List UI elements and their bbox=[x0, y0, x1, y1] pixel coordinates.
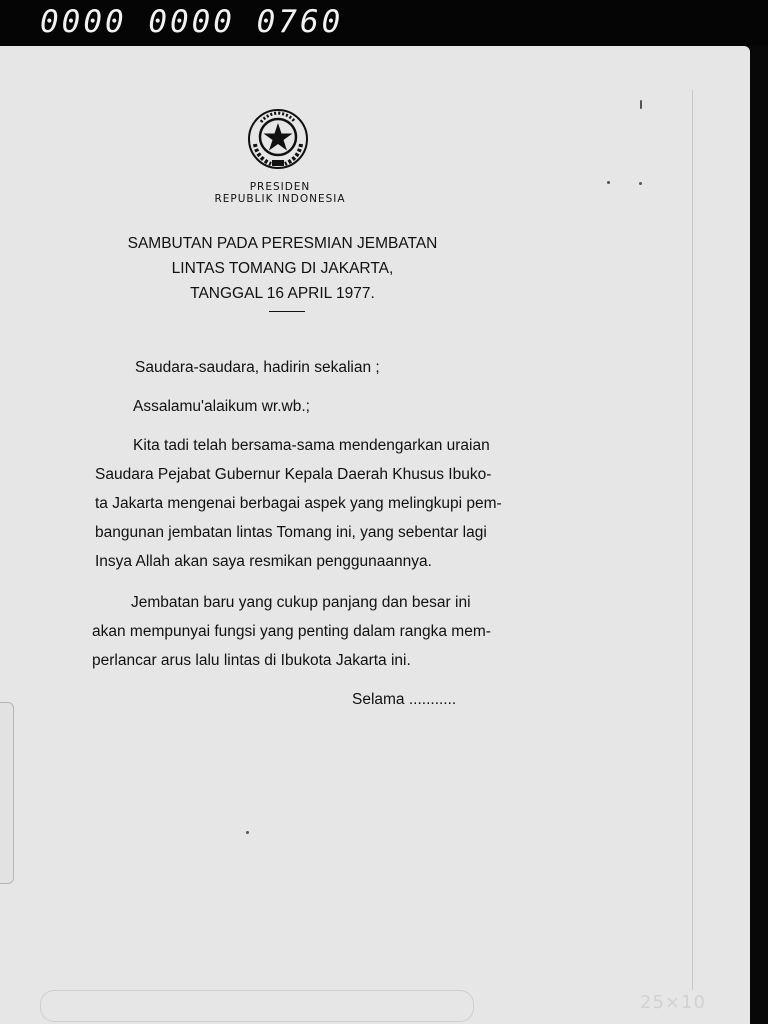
paragraph-1-line: ta Jakarta mengenai berbagai aspek yang melingkupi pem- bbox=[95, 495, 502, 512]
letterhead-line-2: REPUBLIK INDONESIA bbox=[214, 193, 346, 205]
page-edge-line bbox=[692, 90, 693, 990]
title-line: LINTAS TOMANG DI JAKARTA, bbox=[171, 260, 394, 277]
letterhead-line-1: PRESIDEN bbox=[249, 181, 311, 193]
title-line: TANGGAL 16 APRIL 1977. bbox=[190, 285, 375, 302]
film-edge-strip bbox=[750, 46, 768, 1024]
greeting-line: Saudara-saudara, hadirin sekalian ; bbox=[135, 359, 380, 376]
dust-speck bbox=[639, 182, 642, 185]
reduction-mark: 25×10 bbox=[640, 992, 706, 1013]
dust-speck bbox=[246, 831, 249, 834]
title-line: SAMBUTAN PADA PERESMIAN JEMBATAN bbox=[127, 235, 438, 252]
paragraph-2-line: Jembatan baru yang cukup panjang dan besar ini bbox=[131, 594, 471, 611]
speech-title bbox=[110, 231, 455, 306]
salutation-line: Assalamu'alaikum wr.wb.; bbox=[133, 398, 310, 415]
paragraph-1-line: Kita tadi telah bersama-sama mendengarkan uraian bbox=[133, 437, 490, 454]
garuda-star-emblem-icon bbox=[247, 108, 309, 170]
film-header-bar bbox=[0, 0, 768, 46]
dust-speck bbox=[607, 181, 610, 184]
title-underline bbox=[269, 311, 305, 312]
paragraph-1-line: Saudara Pejabat Gubernur Kepala Daerah Khusus Ibuko- bbox=[95, 466, 492, 483]
paragraph-1-line: Insya Allah akan saya resmikan penggunaannya. bbox=[95, 553, 432, 570]
continuation-catchword: Selama ........... bbox=[352, 691, 457, 708]
dust-speck bbox=[640, 100, 642, 109]
paragraph-2-line: perlancar arus lalu lintas di Ibukota Jakarta ini. bbox=[92, 652, 411, 669]
paragraph-1-line: bangunan jembatan lintas Tomang ini, yang sebentar lagi bbox=[95, 524, 487, 541]
frame-number: 0000 0000 0760 bbox=[40, 4, 344, 40]
bottom-shadow bbox=[40, 990, 474, 1022]
page-left-tab bbox=[0, 702, 14, 884]
paragraph-2-line: akan mempunyai fungsi yang penting dalam rangka mem- bbox=[92, 623, 491, 640]
